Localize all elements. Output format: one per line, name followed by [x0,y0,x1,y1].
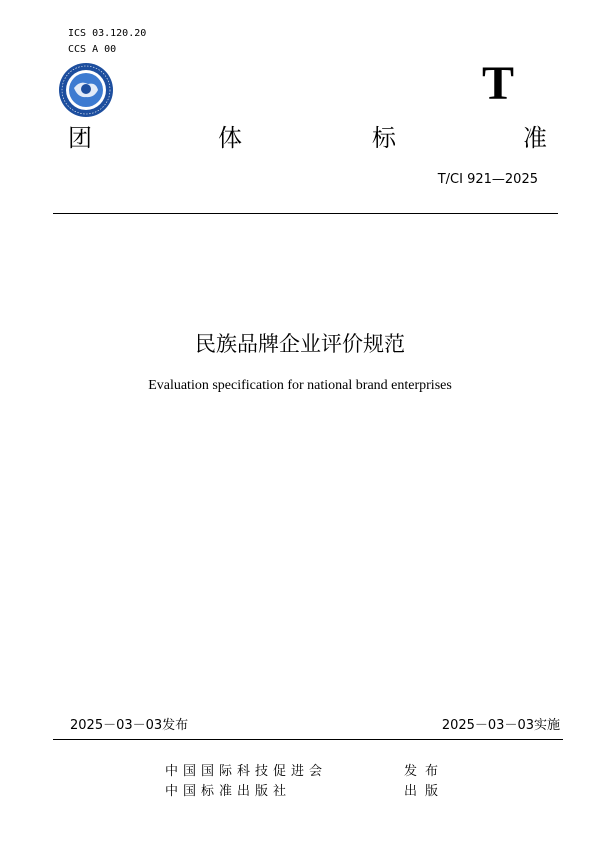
publisher-organization: 中国国际科技促进会 [165,764,328,779]
title-english: Evaluation specification for national brand enterprises [148,378,452,393]
title-chinese: 民族品牌企业评价规范 [195,332,405,356]
standard-type-char-2: 体 [218,124,242,152]
standard-type-char-3: 标 [372,124,396,152]
organization-logo [58,62,114,118]
publish-date: 2025－03－03发布 [70,718,189,733]
ics-code: ICS 03.120.20 [68,28,147,39]
footer-divider [53,739,563,740]
press-action: 出版 [404,784,447,799]
publisher-action: 发布 [404,764,447,779]
press-organization: 中国标准出版社 [165,784,292,799]
standard-type-letter: T [482,57,515,110]
implement-date: 2025－03－03实施 [441,718,560,733]
standard-type-char-4: 准 [523,124,547,152]
standard-type-char-1: 团 [68,124,92,152]
standard-code: T/CI 921—2025 [437,172,538,187]
logo-center-mark [81,84,91,94]
ccs-code: CCS A 00 [68,44,117,55]
header-divider [53,213,558,214]
